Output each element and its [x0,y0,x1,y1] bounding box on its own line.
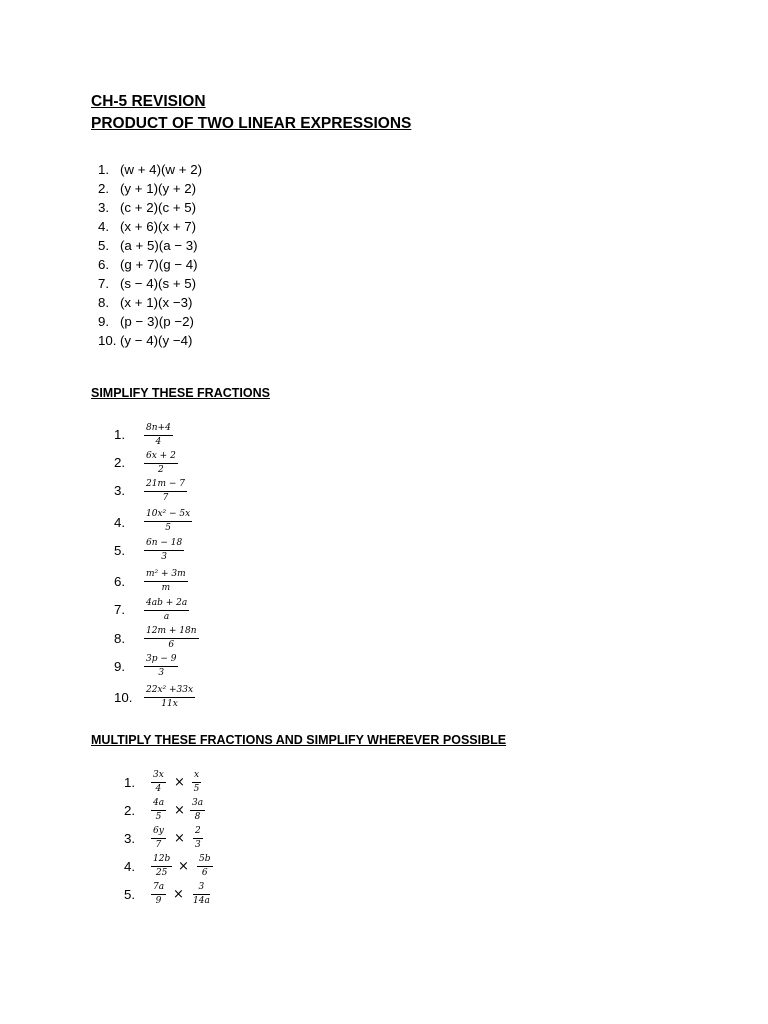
item-number: 9. [114,659,126,674]
product-expression: (a + 5)(a − 3) [120,238,198,253]
fraction [197,854,213,879]
item-number: 6. [98,257,110,272]
product-expression: (g + 7)(g − 4) [120,257,198,272]
numerator: 3x [153,770,164,780]
numerator: 6x + 2 [146,451,176,461]
denominator: 6 [168,640,175,650]
list-item [98,312,202,331]
denominator: 5 [155,812,162,822]
denominator: 14a [193,896,210,906]
fraction [144,479,187,504]
product-expression: (p − 3)(p −2) [120,314,194,329]
numerator: x [194,770,200,780]
times-symbol: × [174,803,185,818]
denominator: 2 [158,465,164,475]
numerator: 21m − 7 [146,479,185,489]
times-symbol: × [174,775,185,790]
item-number: 4. [98,219,110,234]
item-number: 2. [98,181,110,196]
worksheet-subtitle: PRODUCT OF TWO LINEAR EXPRESSIONS [91,115,412,132]
item-number: 4. [114,515,126,530]
item-number: 10. [98,333,117,348]
list-item [98,217,202,236]
fraction [144,598,189,623]
denominator: 7 [155,840,162,850]
numerator: m² + 3m [146,569,186,579]
fraction [144,423,173,448]
numerator: 7a [153,882,165,892]
fraction [144,626,199,651]
item-number: 5. [98,238,110,253]
numerator: 8n+4 [146,423,171,433]
product-expression: (x + 6)(x + 7) [120,219,197,234]
item-number: 6. [114,574,126,589]
fraction [193,826,203,851]
fraction [144,685,195,710]
numerator: 3p − 9 [146,654,177,664]
denominator: 4 [155,437,162,447]
fraction [193,882,210,907]
denominator: 3 [195,840,201,850]
item-number: 3. [124,831,136,846]
item-number: 7. [98,276,110,291]
fraction [144,451,178,476]
fraction [192,770,201,795]
product-expression: (y − 4)(y −4) [120,333,193,348]
item-number: 10. [114,690,133,705]
numerator: 10x² − 5x [146,509,191,519]
item-number: 1. [124,775,136,790]
item-number: 3. [114,483,126,498]
list-item [98,255,202,274]
list-item [98,198,202,217]
fraction [151,798,166,823]
denominator: 6 [201,868,208,878]
fraction [190,798,205,823]
numerator: 6y [153,826,164,836]
product-expression: (c + 2)(c + 5) [120,200,197,215]
product-expression: (w + 4)(w + 2) [120,162,203,177]
denominator: 5 [165,523,171,533]
list-item [98,179,202,198]
denominator: 7 [162,493,169,503]
denominator: m [161,583,171,593]
denominator: 3 [161,552,167,562]
item-number: 4. [124,859,136,874]
list-item [98,160,202,179]
denominator: 4 [155,784,162,794]
denominator: 25 [155,868,168,878]
numerator: 6n − 18 [146,538,183,548]
fraction [144,654,178,679]
multiply-heading: MULTIPLY THESE FRACTIONS AND SIMPLIFY WHEREVER POSSIBLE [91,733,507,747]
item-number: 8. [98,295,110,310]
denominator: 11x [161,699,178,709]
list-item [98,331,202,350]
numerator: 22x² +33x [146,685,194,695]
item-number: 8. [114,631,126,646]
product-expression: (s − 4)(s + 5) [120,276,197,291]
list-item [98,293,202,312]
item-number: 7. [114,602,126,617]
denominator: a [163,612,170,622]
denominator: 8 [194,812,201,822]
item-number: 2. [124,803,136,818]
product-list [98,160,202,350]
list-item [98,274,202,293]
worksheet-title: CH-5 REVISION [91,93,206,110]
denominator: 5 [193,784,200,794]
denominator: 3 [158,668,165,678]
numerator: 4a [153,798,165,808]
product-expression: (x + 1)(x −3) [120,295,193,310]
item-number: 1. [114,427,126,442]
numerator: 5b [199,854,211,864]
numerator: 2 [195,826,201,836]
item-number: 3. [98,200,110,215]
simplify-heading: SIMPLIFY THESE FRACTIONS [91,386,270,400]
numerator: 3 [198,882,205,892]
product-expression: (y + 1)(y + 2) [120,181,197,196]
item-number: 5. [114,543,126,558]
item-number: 5. [124,887,136,902]
numerator: 12b [153,854,171,864]
fraction [151,882,166,907]
times-symbol: × [174,831,185,846]
fraction [144,538,184,563]
fraction [144,509,192,534]
fraction [151,826,166,851]
list-item [98,236,202,255]
item-number: 2. [114,455,126,470]
times-symbol: × [178,859,189,874]
denominator: 9 [155,896,162,906]
fraction [151,854,172,879]
numerator: 3a [192,798,204,808]
item-number: 9. [98,314,110,329]
item-number: 1. [98,162,110,177]
times-symbol: × [173,887,184,902]
numerator: 12m + 18n [146,626,197,636]
fraction [151,770,166,795]
fraction [144,569,188,594]
numerator: 4ab + 2a [146,598,188,608]
